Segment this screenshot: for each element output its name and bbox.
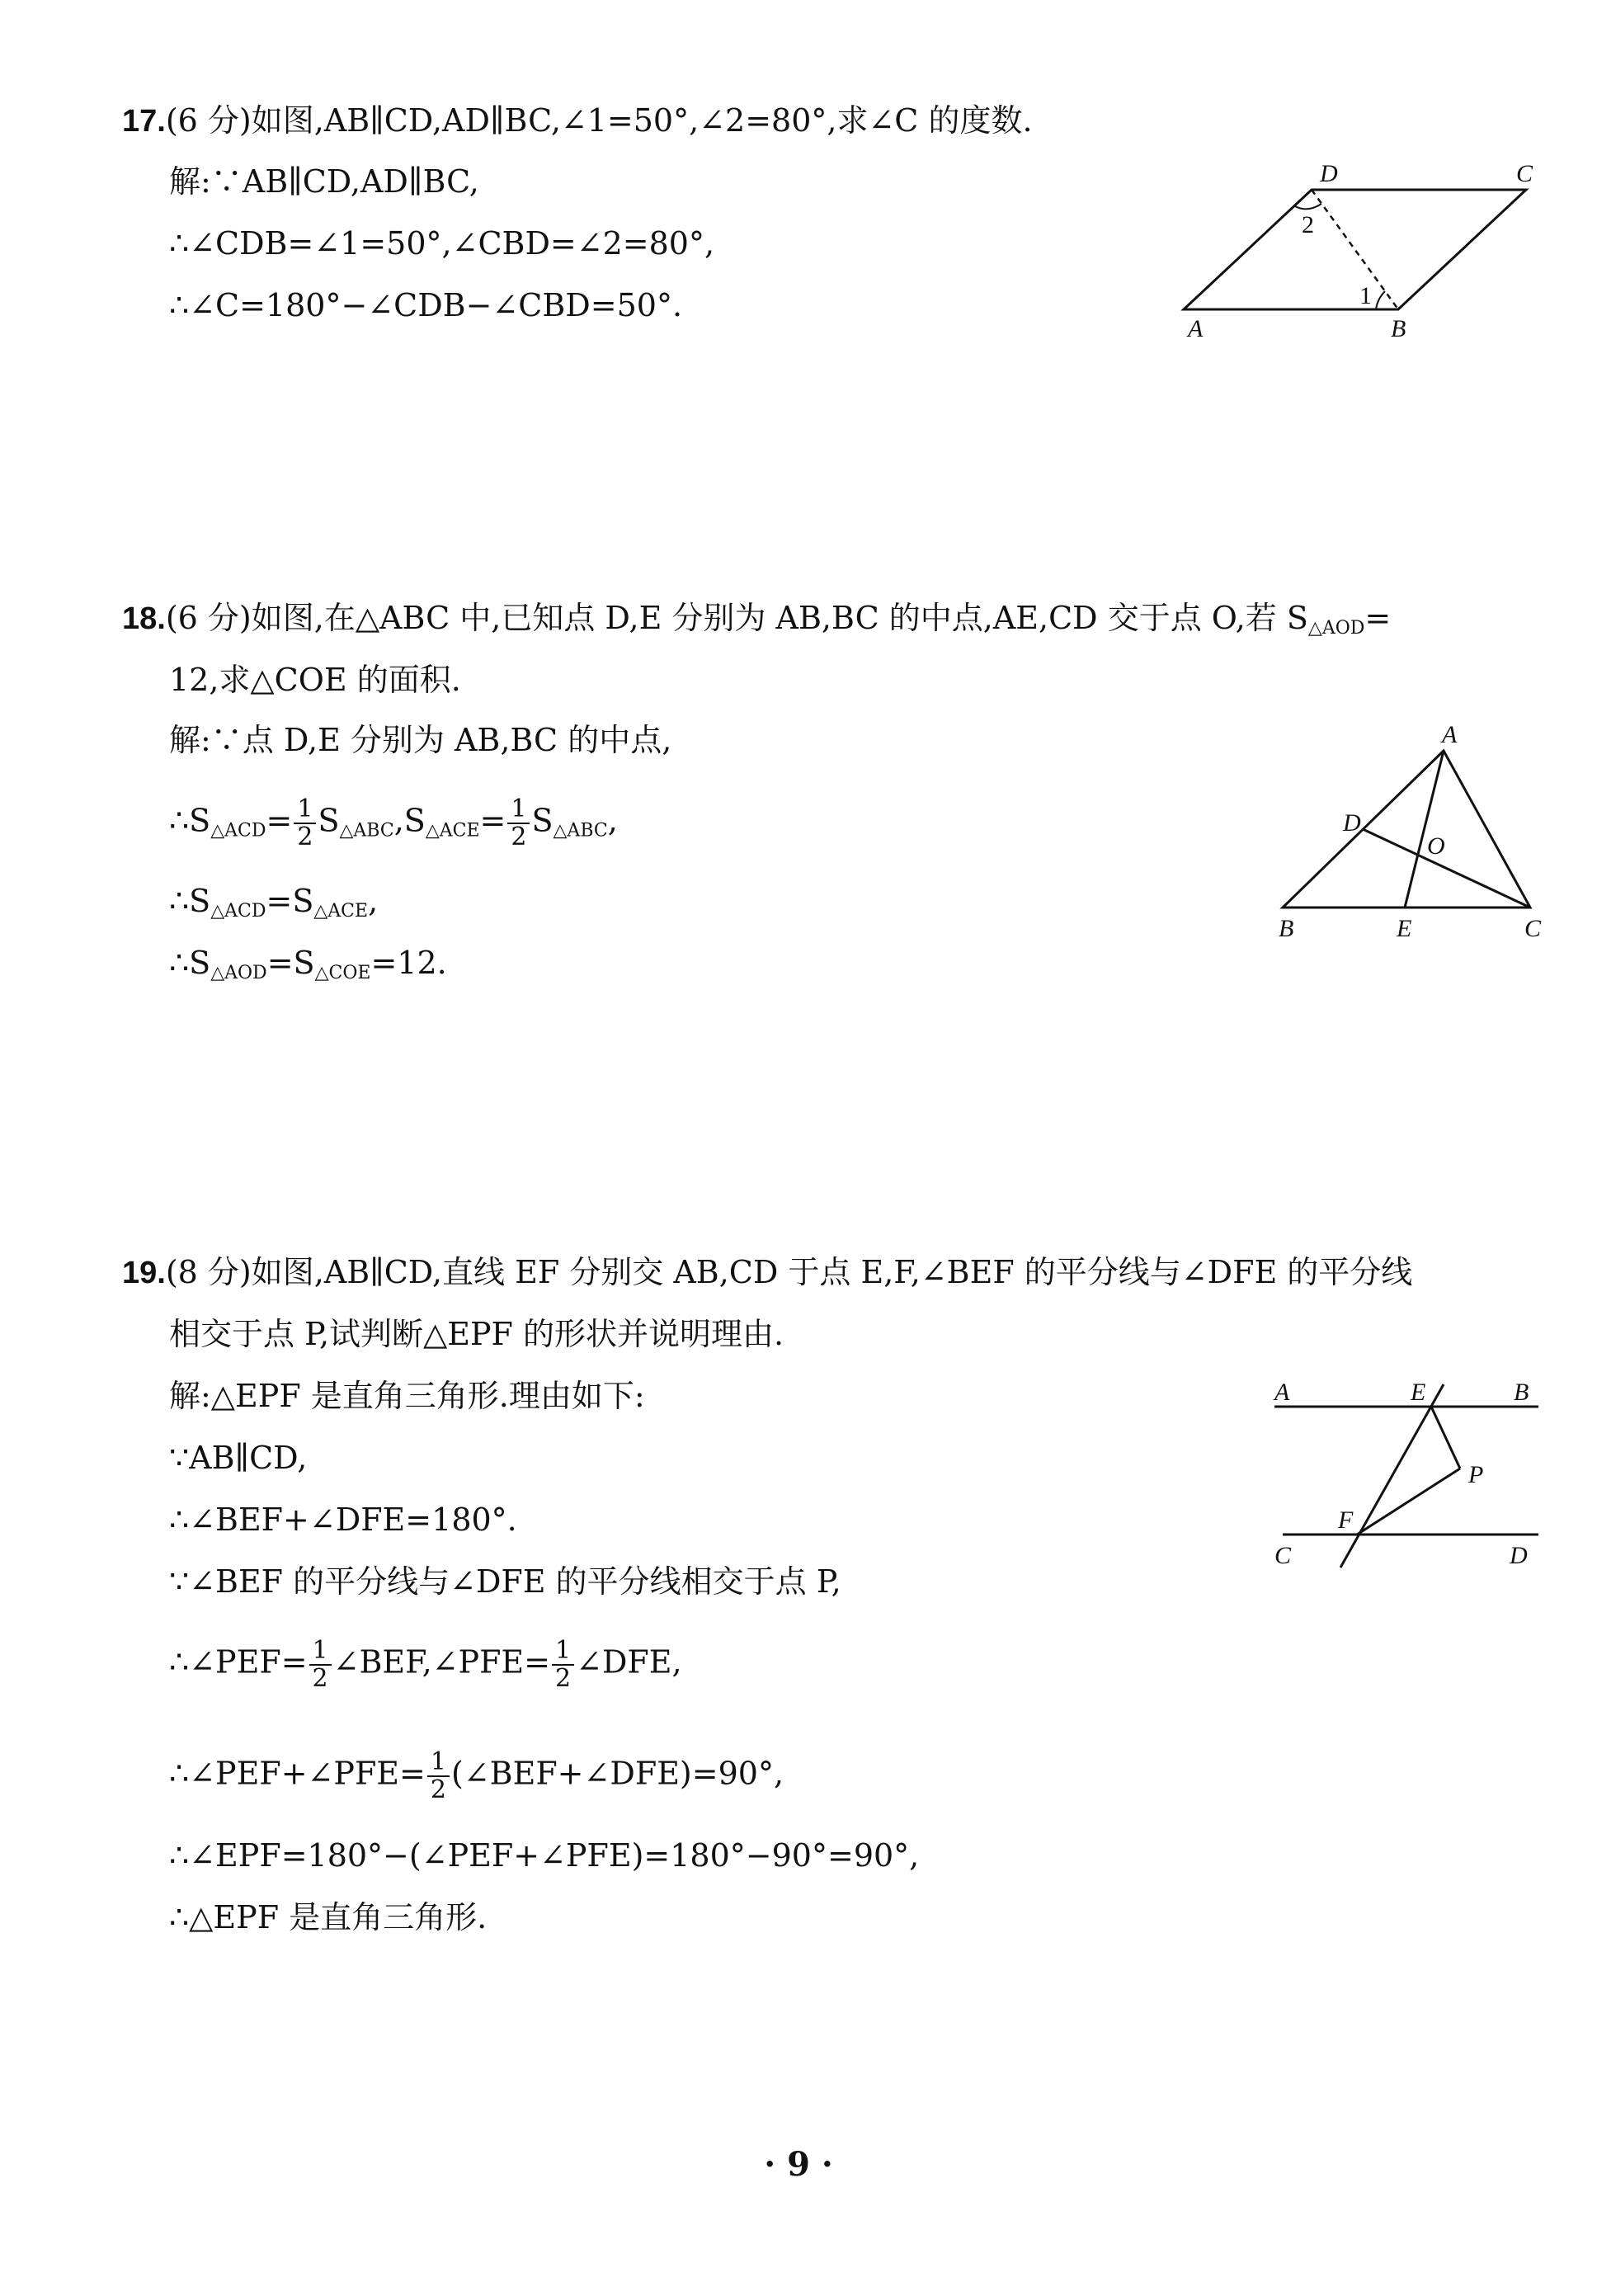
q17-label-angle-1: 1 [1359,282,1372,309]
q18-l4-sub2: △COE [314,963,371,983]
q19-l5-c: ∠DFE, [576,1643,682,1681]
q19-l5-fraction-2 [552,1638,574,1692]
q18-l2-sub4: △ABC [553,820,608,842]
q17-solution-line-3: ∴∠C=180°−∠CDB−∠CBD=50°. [169,287,683,323]
q17-angle-arc-2 [1295,204,1321,209]
q19-l5-fraction-1 [309,1638,332,1692]
q19-stem-line-1 [122,1252,1412,1293]
q18-segment-cd [1363,829,1530,908]
q18-l2-c: S [318,802,340,839]
q18-solution-line-2 [169,796,618,851]
q18-solution-line-4 [169,943,447,993]
q18-l2-g: S [531,802,554,839]
q19-figure-parallel-lines [1262,1370,1559,1576]
q18-l2-fraction-1 [294,796,316,851]
q18-label-d: D [1343,809,1361,837]
q18-l2-f: = [479,802,506,839]
q18-l2-e: ,S [393,802,426,839]
q17-label-b: B [1391,315,1406,342]
q19-l6-frac-den: 2 [430,1775,446,1804]
q19-l5-frac1-den: 2 [312,1664,328,1693]
q18-l2-sub3: △ACE [425,820,480,842]
q17-figure-parallelogram [1180,157,1543,347]
q18-l3-b: =S [266,883,314,919]
q19-stem-line-2: 相交于点 P,试判断△EPF 的形状并说明理由. [169,1316,784,1352]
q17-solution-line-2: ∴∠CDB=∠1=50°,∠CBD=∠2=80°, [169,225,715,262]
q17-angle-arc-1 [1376,291,1385,309]
q18-stem-line-1 [122,598,1391,648]
q19-l5-a: ∴∠PEF= [169,1643,308,1681]
q19-label-p: P [1468,1461,1484,1488]
q18-triangle-abc [1283,751,1530,908]
q19-l5-b: ∠BEF,∠PFE= [332,1643,551,1681]
q19-l6-fraction [427,1749,450,1803]
q19-solution-line-3: ∴∠BEF+∠DFE=180°. [169,1502,517,1538]
q19-l6-b: (∠BEF+∠DFE)=90°, [450,1755,784,1792]
q18-stem-text-a: (6 分)如图,在△ABC 中,已知点 D,E 分别为 AB,BC 的中点,AE,CD 交于点 O,若 S [165,600,1308,636]
q18-label-a: A [1442,721,1458,748]
q18-solution-line-3 [169,881,378,931]
q19-label-a: A [1274,1379,1290,1406]
q19-l6-a: ∴∠PEF+∠PFE= [169,1755,426,1792]
q17-label-c: C [1516,160,1533,187]
q18-label-b: B [1279,915,1294,942]
q18-l4-sub1: △AOD [210,963,267,983]
q19-solution-line-2: ∵AB∥CD, [169,1440,308,1476]
q18-l2-a: ∴S [169,802,211,839]
q18-stem-text-b: = [1364,600,1392,636]
q19-label-c: C [1274,1542,1292,1569]
q18-l2-sub2: △ABC [339,820,394,842]
q19-segment-fp [1357,1469,1460,1535]
q18-l2-sub1: △ACD [210,820,266,842]
q19-solution-line-6 [169,1749,784,1803]
q19-transversal-ef [1340,1384,1444,1568]
q18-segment-ae [1405,751,1444,908]
q19-l6-frac-num: 1 [427,1749,450,1777]
q17-stem-text: (6 分)如图,AB∥CD,AD∥BC,∠1=50°,∠2=80°,求∠C 的度数. [165,102,1033,139]
q19-stem-text: (8 分)如图,AB∥CD,直线 EF 分别交 AB,CD 于点 E,F,∠BEF 的平分线与∠DFE 的平分线 [165,1254,1413,1290]
q18-l2-b: = [266,802,293,839]
q18-l2-fraction-2 [507,796,530,851]
q19-label-d: D [1510,1542,1528,1569]
q18-figure-triangle [1270,718,1551,941]
q19-solution-line-8: ∴△EPF 是直角三角形. [169,1899,488,1935]
q19-label-b: B [1514,1379,1529,1406]
q17-label-angle-2: 2 [1302,211,1314,238]
q19-l5-frac2-den: 2 [555,1664,572,1693]
q18-number: 18. [122,601,166,636]
q18-l4-a: ∴S [169,945,211,981]
q18-l2-frac1-den: 2 [297,823,313,851]
q18-l3-a: ∴S [169,883,211,919]
q18-l2-frac2-den: 2 [511,823,527,851]
q17-stem [122,101,1033,141]
q18-l3-sub1: △ACD [210,901,266,922]
q17-label-d: D [1320,160,1338,187]
q18-l4-c: =12. [370,945,447,981]
q18-l4-b: =S [266,945,315,981]
q18-label-e: E [1397,915,1412,942]
page-number: · 9 · [764,2145,833,2184]
q19-label-e: E [1411,1379,1426,1406]
q17-label-a: A [1188,315,1204,342]
q17-parallelogram-outline [1184,190,1526,309]
q18-label-c: C [1524,915,1542,942]
q17-number: 17. [122,104,166,139]
q19-solution-line-5 [169,1638,682,1692]
q18-stem-sub: △AOD [1307,618,1365,639]
q18-l2-frac1-num: 1 [294,796,316,824]
q19-l5-frac2-num: 1 [552,1638,574,1666]
q18-stem-line-2: 12,求△COE 的面积. [169,662,461,698]
q18-l2-h: , [607,802,618,839]
q19-label-f: F [1338,1506,1354,1534]
q18-l3-c: , [368,883,379,919]
q17-solution-line-1: 解:∵AB∥CD,AD∥BC, [169,163,479,200]
q18-solution-line-1: 解:∵点 D,E 分别为 AB,BC 的中点, [169,722,672,758]
q18-l2-frac2-num: 1 [507,796,530,824]
q19-segment-ep [1431,1407,1460,1469]
q19-solution-line-4: ∵∠BEF 的平分线与∠DFE 的平分线相交于点 P, [169,1563,841,1600]
q18-l3-sub2: △ACE [313,901,369,922]
q19-number: 19. [122,1256,166,1290]
q19-l5-frac1-num: 1 [309,1638,332,1666]
q19-solution-line-7: ∴∠EPF=180°−(∠PEF+∠PFE)=180°−90°=90°, [169,1837,920,1874]
q18-label-o: O [1427,832,1445,860]
q19-solution-line-1: 解:△EPF 是直角三角形.理由如下: [169,1378,645,1414]
